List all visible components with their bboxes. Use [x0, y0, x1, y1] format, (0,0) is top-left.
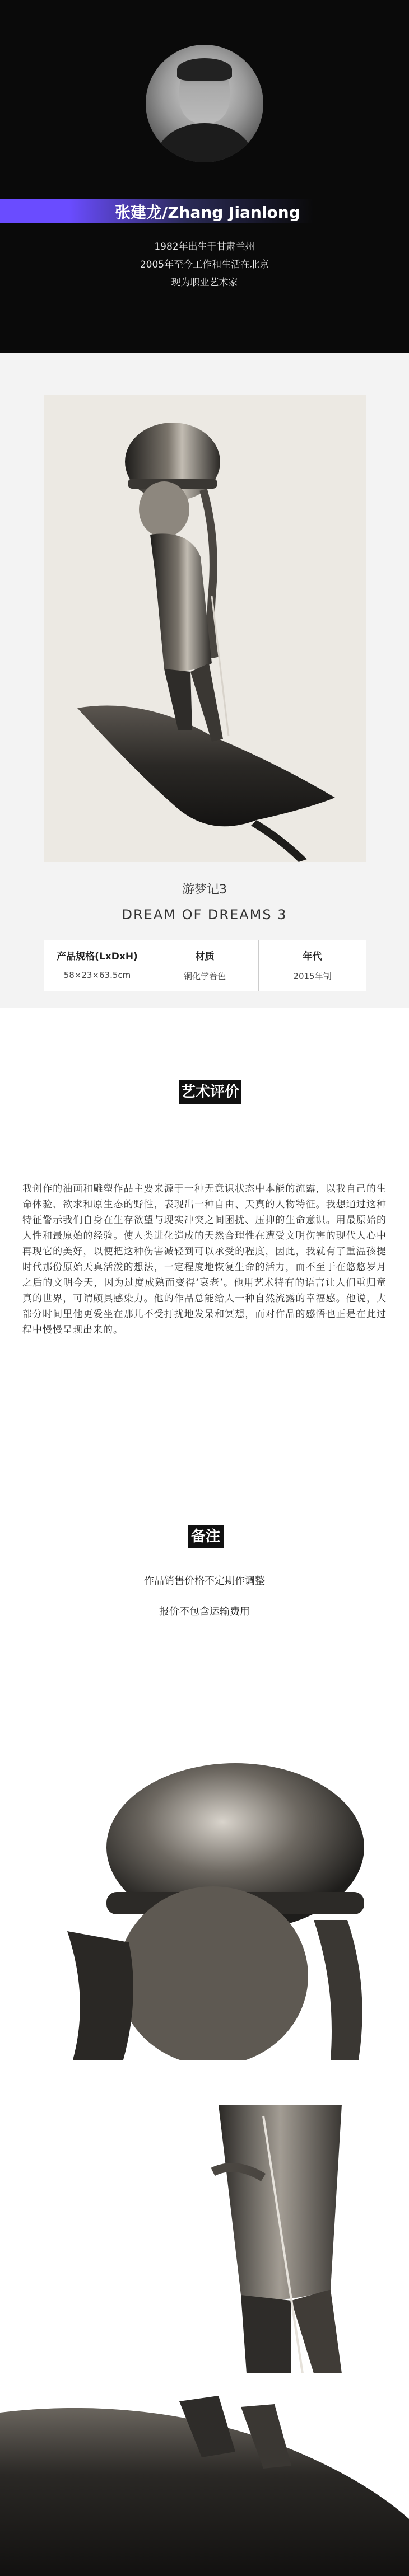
- spec-value: 58×23×63.5cm: [63, 970, 131, 980]
- note-line: 作品销售价格不定期作调整: [144, 1575, 265, 1587]
- notes-section-title: 备注: [188, 1525, 224, 1548]
- spec-year: [258, 940, 366, 991]
- review-section-title: 艺术评价: [179, 1080, 241, 1104]
- artist-bio-line: 1982年出生于甘肃兰州: [154, 241, 255, 252]
- artist-header: [0, 0, 409, 353]
- review-text: 我创作的油画和雕塑作品主要来源于一种无意识状态中本能的流露，以我自己的生命体验、欲求和原生态的野性，表现出一种自由、天真的人物特征。我想通过这种特征警示我们自身在生存欲望与现实冲突之间困扰、压抑的生命意识。用最原始的人性和最原始的经验。使人类进化造成的天然合理性在遭受文明伤害的现代人心中再现它的美好，以便把这种伤害减轻到可以承受的程度，因此，我就有了重温孩提时代那份原始天真活泼的想法，一定程度地恢复生命的活力，而不至于在悠悠岁月之后的文明今天，因为过度成熟而变得‘衰老’。他用艺术特有的语言让人们重归童真的世界，可谓颇具感染力。他的作品总能给人一种自然流露的幸福感。他说，大部分时间里他更爱坐在那儿不受打扰地发呆和冥想，而对作品的感悟也正是在此过程中慢慢呈现出来的。: [22, 1183, 387, 1336]
- artist-bio-line: 现为职业艺术家: [171, 277, 238, 288]
- detail-photo-ray: [0, 2390, 409, 2576]
- artist-name: 张建龙/Zhang Jianlong: [115, 203, 300, 222]
- artist-bio-line: 2005年至今工作和生活在北京: [140, 259, 269, 270]
- note-line: 报价不包含运输费用: [159, 1606, 250, 1618]
- spec-value: 铜化学着色: [183, 971, 226, 981]
- detail-photo-body: [0, 2105, 409, 2373]
- spec-label: 年代: [303, 951, 322, 962]
- artwork-title: 游梦记3: [182, 883, 227, 897]
- artist-avatar: [146, 45, 263, 162]
- spec-label: 产品规格(LxDxH): [57, 951, 138, 962]
- artwork-photo: [44, 395, 366, 862]
- spec-material: [151, 940, 258, 991]
- spec-size: [44, 940, 151, 991]
- artwork-spec-table: [44, 940, 366, 991]
- artwork-subtitle: DREAM OF DREAMS 3: [122, 907, 287, 922]
- detail-photo-head: [0, 1763, 409, 2060]
- spec-label: 材质: [195, 951, 215, 962]
- spec-value: 2015年制: [293, 971, 332, 981]
